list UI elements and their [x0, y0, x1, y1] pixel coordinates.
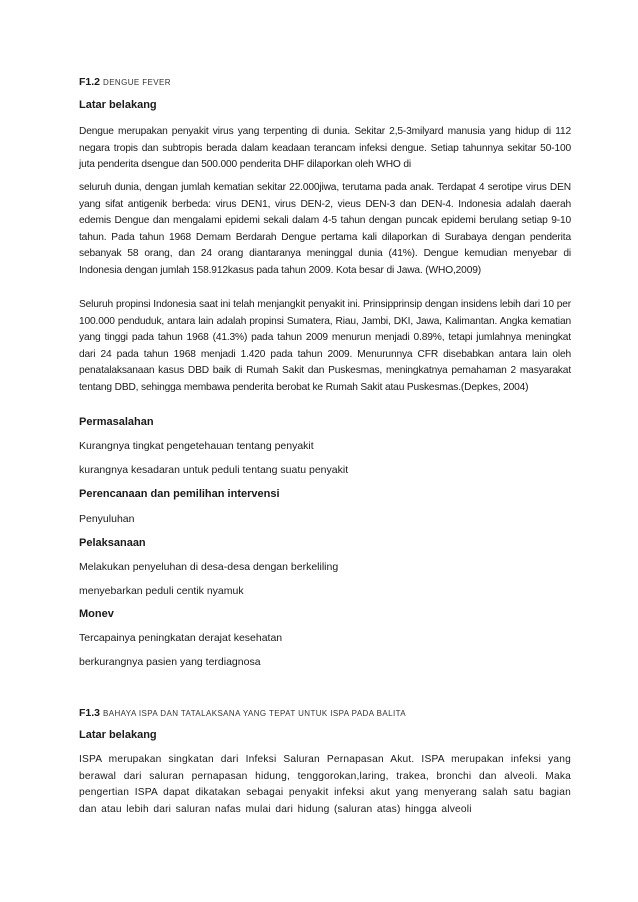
- monev-heading: Monev: [79, 608, 114, 620]
- permasalahan-heading: Permasalahan: [79, 416, 154, 428]
- section-f13-heading: [79, 703, 571, 721]
- perencanaan-heading: Perencanaan dan pemilihan intervensi: [79, 488, 280, 500]
- paragraph-ispa-intro: ISPA merupakan singkatan dari Infeksi Saluran Pernapasan Akut. ISPA merupakan infeksi yang berawal dari saluran pernapasan hidung, tenggorokan,laring, trakea, bronchi dan alveoli. Maka pengertian ISPA dapat dikatakan sebagai penyakit infeksi akut yang menyerang salah satu bagian dan atau lebih dari saluran nafas mulai dari hidung (saluran atas) hingga alveoli: [79, 754, 571, 815]
- permasalahan-item: Kurangnya tingkat pengetehauan tentang penyakit: [79, 440, 314, 452]
- pelaksanaan-item: menyebarkan peduli centik nyamuk: [79, 585, 244, 597]
- monev-item: berkurangnya pasien yang terdiagnosa: [79, 656, 261, 668]
- section-number: F1.2: [79, 76, 101, 88]
- paragraph-dengue-intro: Dengue merupakan penyakit virus yang terpenting di dunia. Sekitar 2,5-3milyard manusia yang hidup di 112 negara tropis dan subtropis berada dalam keadaan terancam infeksi dengue. Setiap tahunnya sekitar 50-100 juta penderita dsengue dan 500.000 penderita DHF dilaporkan oleh WHO di: [79, 126, 571, 170]
- monev-item: Tercapainya peningkatan derajat kesehatan: [79, 632, 283, 644]
- paragraph-dengue-epidemiology: seluruh dunia, dengan jumlah kematian sekitar 22.000jiwa, terutama pada anak. Terdapat 4 serotipe virus DEN yang sifat antigenik berbeda: virus DEN1, virus DEN-2, vieus DEN-3 dan DEN-4. Indonesia adalah daerah edemis Dengue dan mengalami epidemi sekali dalam 4-5 tahun dengan puncak epidemi berulang setiap 9-10 tahun. Pada tahun 1968 Demam Berdarah Dengue pertama kali dilaporkan di Surabaya dengan penderita sebanyak 58 orang, dan 24 orang diantaranya meninggal dunia (41%). Dengue kemudian menyebar di Indonesia dengan jumlah 158.912kasus pada tahun 2009. Kota besar di Jawa. (WHO,2009): [79, 182, 571, 276]
- permasalahan-item: kurangnya kesadaran untuk peduli tentang suatu penyakit: [79, 464, 349, 476]
- section-title: BAHAYA ISPA DAN TATALAKSANA YANG TEPAT UNTUK ISPA PADA BALITA: [103, 709, 407, 718]
- perencanaan-item: Penyuluhan: [79, 513, 135, 525]
- pelaksanaan-item: Melakukan penyeluhan di desa-desa dengan berkeliling: [79, 561, 339, 573]
- pelaksanaan-heading: Pelaksanaan: [79, 537, 146, 549]
- section-f12-heading: [79, 72, 571, 90]
- latar-belakang-heading: Latar belakang: [79, 99, 157, 111]
- section-number: F1.3: [79, 707, 101, 719]
- paragraph-dengue-indonesia: Seluruh propinsi Indonesia saat ini telah menjangkit penyakit ini. Prinsipprinsip dengan insidens lebih dari 10 per 100.000 penduduk, antara lain adalah propinsi Sumatera, Riau, Jambi, DKI, Jawa, Kalimantan. Angka kematian yang tinggi pada tahun 1968 (41.3%) pada tahun 2009 menurun menjadi 0.89%, tetapi jumlahnya meningkat dari 24 pada tahun 1968 menjadi 1.420 pada tahun 2009. Menurunnya CFR disebabkan antara lain oleh penatalaksanaan kasus DBD baik di Rumah Sakit dan Puskesmas, meningkatnya pemahaman 2 masyarakat tentang DBD, sehingga membawa penderita berobat ke Rumah Sakit atau Puskesmas.(Depkes, 2004): [79, 299, 571, 393]
- section-title: DENGUE FEVER: [103, 78, 171, 87]
- latar-belakang-heading: Latar belakang: [79, 729, 157, 741]
